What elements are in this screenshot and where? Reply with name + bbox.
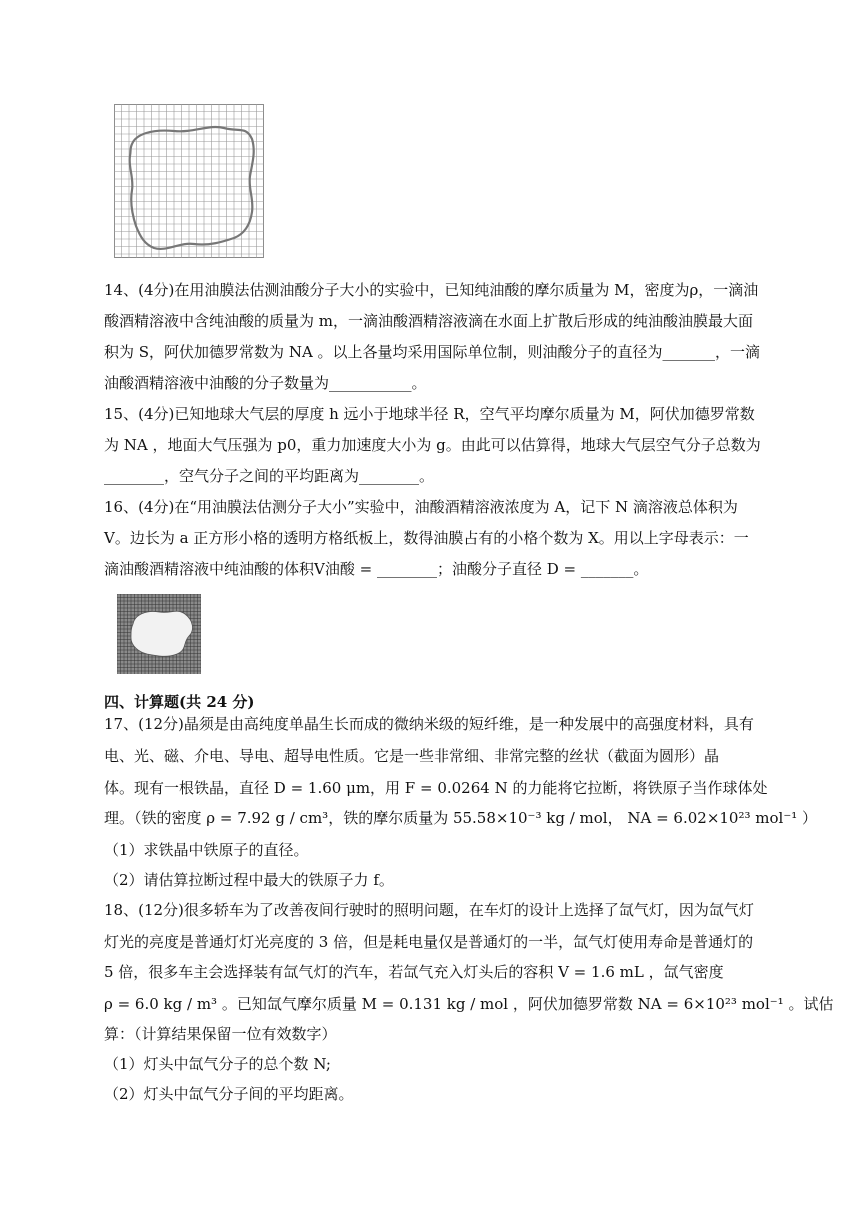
q18-line-1: 18、(12分)很多轿车为了改善夜间行驶时的照明问题，在车灯的设计上选择了氙气灯，因为氙气灯: [104, 901, 754, 919]
q16-line-2: V。边长为 a 正方形小格的透明方格纸板上，数得油膜占有的小格个数为 X。用以上字母表示：一: [104, 529, 749, 547]
oil-film-dense-grid-figure: [117, 594, 201, 674]
q16-line-1: 16、(4分)在“用油膜法估测分子大小”实验中，油酸酒精溶液浓度为 A，记下 N 滴溶液总体积为: [104, 498, 738, 516]
q15-line-2: 为 NA ，地面大气压强为 p0，重力加速度大小为 g。由此可以估算得，地球大气层空气分子总数为: [104, 436, 761, 454]
q17-line-3: 体。现有一根铁晶，直径 D = 1.60 μm，用 F = 0.0264 N 的力能将它拉断，将铁原子当作球体处: [104, 779, 768, 797]
oil-film-shape: [131, 611, 192, 656]
q15-line-3: ________，空气分子之间的平均距离为________。: [104, 467, 435, 485]
q18-line-2: 灯光的亮度是普通灯灯光亮度的 3 倍，但是耗电量仅是普通灯的一半，氙气灯使用寿命是普通灯的: [104, 933, 754, 951]
q18-line-3: 5 倍，很多车主会选择装有氙气灯的汽车，若氙气充入灯头后的容积 V = 1.6 mL ，氙气密度: [104, 963, 724, 981]
q18-sub-2: （2）灯头中氙气分子间的平均距离。: [104, 1085, 354, 1103]
q17-sub-2: （2）请估算拉断过程中最大的铁原子力 f。: [104, 871, 394, 889]
q14-line-1: 14、(4分)在用油膜法估测油酸分子大小的实验中，已知纯油酸的摩尔质量为 M，密度为ρ，一滴油: [104, 281, 759, 299]
q18-line-4: ρ = 6.0 kg / m³ 。已知氙气摩尔质量 M = 0.131 kg / mol ，阿伏加德罗常数 NA = 6×10²³ mol⁻¹ 。试估: [104, 995, 834, 1013]
oil-film-grid-figure: [114, 104, 264, 258]
q14-line-4: 油酸酒精溶液中油酸的分子数量为___________。: [104, 374, 427, 392]
q17-line-1: 17、(12分)晶须是由高纯度单晶生长而成的微纳米级的短纤维，是一种发展中的高强度材料，具有: [104, 715, 754, 733]
q15-line-1: 15、(4分)已知地球大气层的厚度 h 远小于地球半径 R，空气平均摩尔质量为 M，阿伏加德罗常数: [104, 405, 755, 423]
q18-line-5: 算：（计算结果保留一位有效数字）: [104, 1025, 337, 1043]
q14-line-2: 酸酒精溶液中含纯油酸的质量为 m，一滴油酸酒精溶液滴在水面上扩散后形成的纯油酸油膜最大面: [104, 312, 753, 330]
q17-line-2: 电、光、磁、介电、导电、超导电性质。它是一些非常细、非常完整的丝状（截面为圆形）晶: [104, 747, 720, 765]
q16-line-3: 滴油酸酒精溶液中纯油酸的体积V油酸 = ________；油酸分子直径 D = _______。: [104, 560, 649, 578]
q17-line-4: 理。（铁的密度 ρ = 7.92 g / cm³，铁的摩尔质量为 55.58×10⁻³ kg / mol， NA = 6.02×10²³ mol⁻¹ ）: [104, 809, 818, 827]
q18-sub-1: （1）灯头中氙气分子的总个数 N;: [104, 1055, 331, 1073]
section-4-title: 四、计算题(共 24 分): [104, 693, 255, 711]
q14-line-3: 积为 S，阿伏加德罗常数为 NA 。以上各量均采用国际单位制，则油酸分子的直径为_______，一滴: [104, 343, 761, 361]
q17-sub-1: （1）求铁晶中铁原子的直径。: [104, 841, 309, 859]
